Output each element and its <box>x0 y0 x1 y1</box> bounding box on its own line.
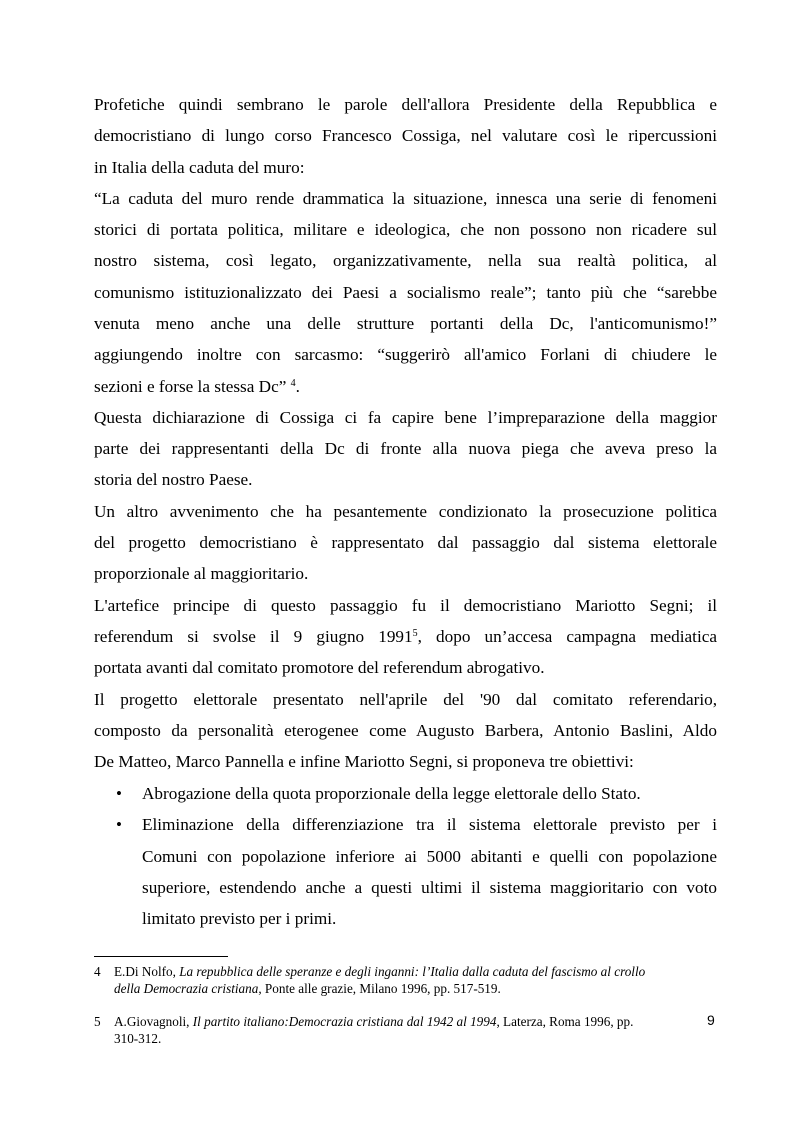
footnote-5-title: Il partito italiano:Democrazia cristiana dal 1942 al 1994 <box>192 1014 497 1029</box>
paragraph-2-line-1: “La caduta del muro rende drammatica la situazione, innesca una serie di fenomeni <box>94 189 717 208</box>
paragraph-2-line-2: storici di portata politica, militare e ideologica, che non possono non ricadere sul <box>94 220 717 239</box>
bullet-2-line-1: Eliminazione della differenziazione tra il sistema elettorale previsto per i <box>142 815 717 834</box>
footnote-4-author: E.Di Nolfo, <box>114 964 180 979</box>
footnote-separator <box>94 956 228 957</box>
footnote-4-publisher: , Ponte alle grazie, Milano 1996, pp. 517-519. <box>258 981 501 996</box>
paragraph-3-line-2: parte dei rappresentanti della Dc di fronte alla nuova piega che aveva preso la <box>94 439 717 458</box>
bullet-2-line-2: Comuni con popolazione inferiore ai 5000 abitanti e quelli con popolazione <box>142 847 717 866</box>
paragraph-2-line-4: comunismo istituzionalizzato dei Paesi a socialismo reale”; tanto più che “sarebbe <box>94 283 717 302</box>
paragraph-3-line-1: Questa dichiarazione di Cossiga ci fa capire bene l’impreparazione della maggior <box>94 408 717 427</box>
paragraph-2-line-7 <box>94 377 300 397</box>
footnote-reference-4[interactable]: 4 <box>290 378 296 389</box>
paragraph-5-line-3: portata avanti dal comitato promotore del referendum abrogativo. <box>94 658 545 677</box>
footnote-5-number: 5 <box>94 1014 101 1029</box>
paragraph-1-line-2: democristiano di lungo corso Francesco Cossiga, nel valutare così le ripercussioni <box>94 126 717 145</box>
paragraph-2-end: . <box>295 377 300 396</box>
bullet-1-marker: • <box>116 784 122 803</box>
paragraph-2-line-3: nostro sistema, così legato, organizzativamente, nella sua realtà politica, al <box>94 251 717 270</box>
bullet-2-line-3: superiore, estendendo anche a questi ultimi il sistema maggioritario con voto <box>142 878 717 897</box>
paragraph-6-line-2: composto da personalità eterogenee come Augusto Barbera, Antonio Baslini, Aldo <box>94 721 717 740</box>
paragraph-4-line-3: proporzionale al maggioritario. <box>94 564 309 583</box>
paragraph-3-line-3: storia del nostro Paese. <box>94 470 253 489</box>
bullet-1-line-1: Abrogazione della quota proporzionale della legge elettorale dello Stato. <box>142 784 641 803</box>
paragraph-2-line-5: venuta meno anche una delle strutture portanti della Dc, l'anticomunismo!” <box>94 314 717 333</box>
footnote-5-author: A.Giovagnoli, <box>114 1014 193 1029</box>
bullet-2-line-4: limitato previsto per i primi. <box>142 909 337 928</box>
paragraph-4-line-1: Un altro avvenimento che ha pesantemente condizionato la prosecuzione politica <box>94 502 717 521</box>
paragraph-5-line-2 <box>94 627 717 647</box>
paragraph-5-line-2-rest: , dopo un’accesa campagna mediatica <box>417 627 717 646</box>
paragraph-2-line-6: aggiungendo inoltre con sarcasmo: “suggerirò all'amico Forlani di chiudere le <box>94 345 717 364</box>
footnote-4-title-part-2: della Democrazia cristiana <box>114 981 259 996</box>
footnote-4-line-2 <box>114 981 501 997</box>
footnote-reference-5[interactable]: 5 <box>412 628 418 639</box>
footnote-4-line-1 <box>114 964 645 980</box>
paragraph-2-line-7-text: sezioni e forse la stessa Dc” <box>94 377 291 396</box>
page-number: 9 <box>707 1012 715 1028</box>
paragraph-5-line-2-text: referendum si svolse il 9 giugno 1991 <box>94 627 413 646</box>
paragraph-4-line-2: del progetto democristiano è rappresentato dal passaggio dal sistema elettorale <box>94 533 717 552</box>
paragraph-5-line-1: L'artefice principe di questo passaggio fu il democristiano Mariotto Segni; il <box>94 596 717 615</box>
paragraph-6-line-1: Il progetto elettorale presentato nell'aprile del '90 dal comitato referendario, <box>94 690 717 709</box>
paragraph-1-line-1: Profetiche quindi sembrano le parole dell'allora Presidente della Repubblica e <box>94 95 717 114</box>
footnote-5-line-2: 310-312. <box>114 1031 162 1046</box>
footnote-4-title-part-1: La repubblica delle speranze e degli inganni: l’Italia dalla caduta del fascismo al crollo <box>179 964 646 979</box>
footnote-5-line-1 <box>114 1014 633 1030</box>
bullet-2-marker: • <box>116 815 122 834</box>
footnote-4-number: 4 <box>94 964 101 979</box>
footnote-5-publisher: , Laterza, Roma 1996, pp. <box>496 1014 634 1029</box>
paragraph-1-line-3: in Italia della caduta del muro: <box>94 158 305 177</box>
paragraph-6-line-3: De Matteo, Marco Pannella e infine Mariotto Segni, si proponeva tre obiettivi: <box>94 752 634 771</box>
